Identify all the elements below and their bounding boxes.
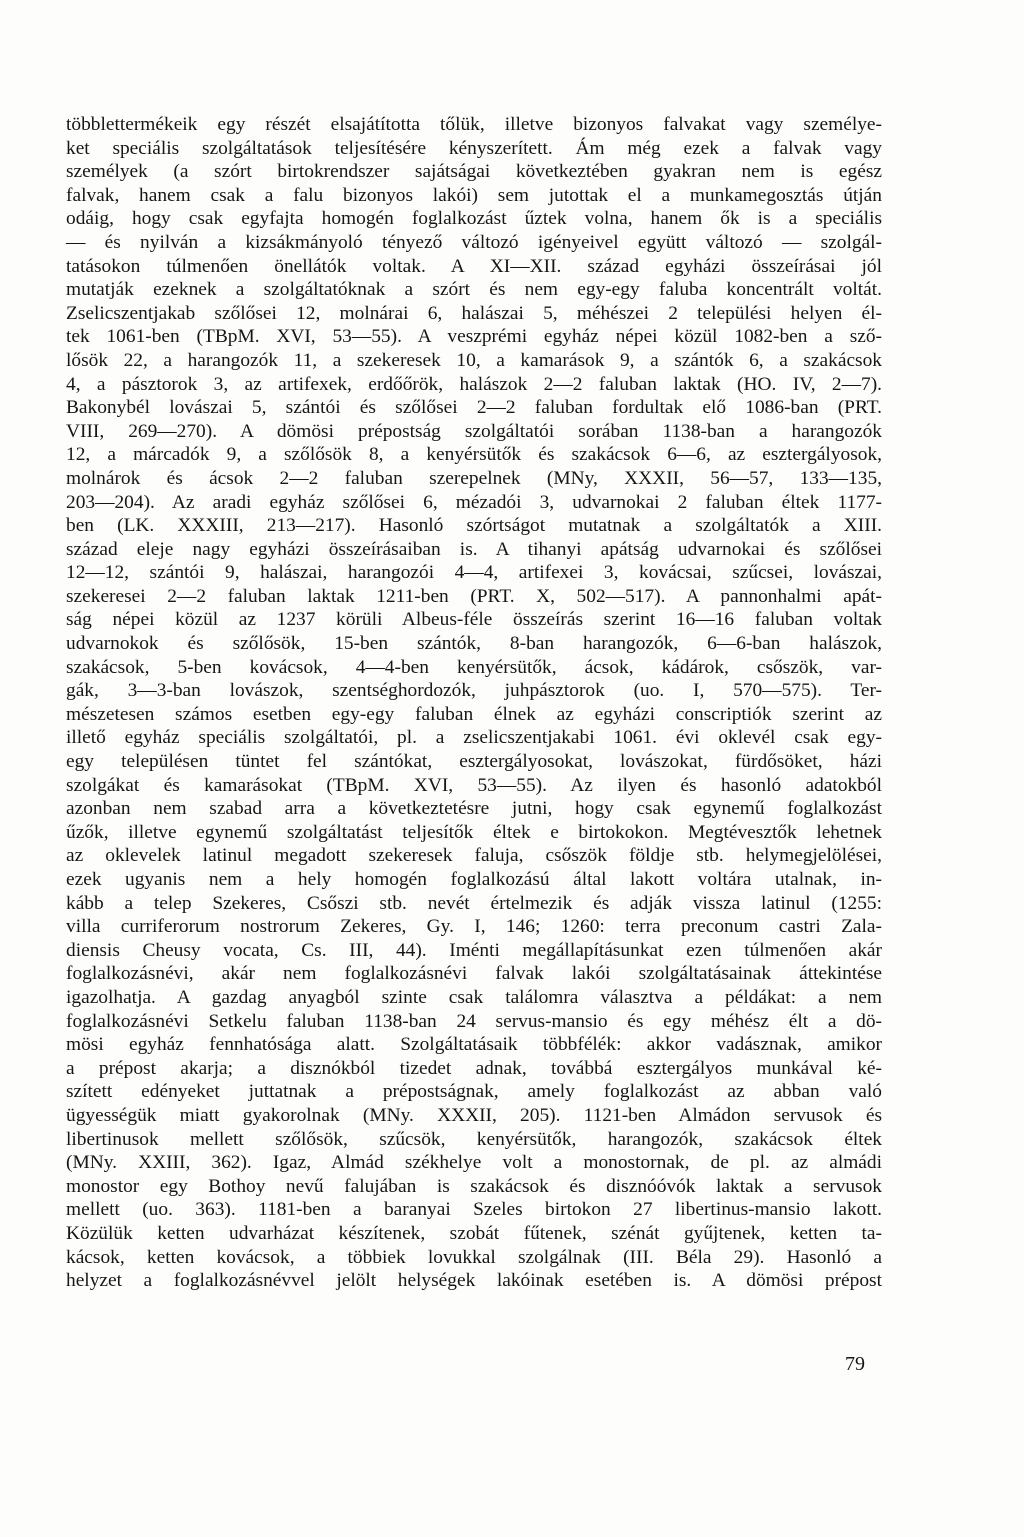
text-line: ság népei közül az 1237 körüli Albeus-féle összeírás szerint 16—16 faluban voltak xyxy=(66,609,882,631)
text-line: egy településen tüntet fel szántókat, esztergályosokat, lovászokat, fürdősöket, házi xyxy=(66,751,882,773)
text-line: mellett (uo. 363). 1181-ben a baranyai Szeles birtokon 27 libertinus-mansio lakott. xyxy=(66,1199,882,1221)
text-line: ket speciális szolgáltatások teljesítésére kényszerített. Ám még ezek a falvak vagy xyxy=(66,137,882,159)
page-number: 79 xyxy=(845,1353,865,1375)
text-line: kácsok, ketten kovácsok, a többiek lovukkal szolgálnak (III. Béla 29). Hasonló a xyxy=(66,1246,882,1268)
text-line: szekeresei 2—2 faluban laktak 1211-ben (PRT. X, 502—517). A pannonhalmi apát- xyxy=(66,585,882,607)
text-line: igazolhatja. A gazdag anyagból szinte csak találomra választva a példákat: a nem xyxy=(66,986,882,1008)
text-line: a prépost akarja; a disznókból tizedet adnak, továbbá esztergályos munkával ké- xyxy=(66,1057,882,1079)
text-line: szített edényeket juttatnak a prépostságnak, amely foglalkozást az abban való xyxy=(66,1081,882,1103)
text-line: szakácsok, 5-ben kovácsok, 4—4-ben kenyérsütők, ácsok, kádárok, csőszök, var- xyxy=(66,656,882,678)
text-line: Bakonybél lovászai 5, szántói és szőlősei 2—2 faluban fordultak elő 1086-ban (PRT. xyxy=(66,397,882,419)
text-line: foglalkozásnévi Setkelu faluban 1138-ban 24 servus-mansio és egy méhész élt a dö- xyxy=(66,1010,882,1032)
text-line: 12—12, szántói 9, halászai, harangozói 4—4, artifexei 3, kovácsai, szűcsei, lovászai, xyxy=(66,562,882,584)
text-line: többlettermékeik egy részét elsajátította tőlük, illetve bizonyos falvakat vagy személye- xyxy=(66,114,882,135)
text-line: VIII, 269—270). A dömösi prépostság szolgáltatói sorában 1138-ban a harangozók xyxy=(66,420,882,442)
text-line: ezek ugyanis nem a hely homogén foglalkozású által lakott voltára utalnak, in- xyxy=(66,869,882,890)
text-line: monostor egy Bothoy nevű falujában is szakácsok és disznóóvók laktak a servusok xyxy=(66,1175,882,1197)
text-line: 203—204). Az aradi egyház szőlősei 6, mézadói 3, udvarnokai 2 faluban éltek 1177- xyxy=(66,491,882,513)
text-line: diensis Cheusy vocata, Cs. III, 44). Iménti megállapításunkat ezen túlmenően akár xyxy=(66,939,882,961)
text-line: tatásokon túlmenően önellátók voltak. A XI—XII. század egyházi összeírásai jól xyxy=(66,255,882,277)
text-line: villa curriferorum nostrorum Zekeres, Gy. I, 146; 1260: terra preconum castri Zala- xyxy=(66,916,882,938)
text-line: Közülük ketten udvarházat készítenek, szobát fűtenek, szénát gyűjtenek, ketten ta- xyxy=(66,1222,882,1244)
text-line: szolgákat és kamarásokat (TBpM. XVI, 53—55). Az ilyen és hasonló adatokból xyxy=(66,774,882,796)
text-line: foglalkozásnévi, akár nem foglalkozásnévi falvak lakói szolgáltatásainak áttekintése xyxy=(66,963,882,985)
text-line: azonban nem szabad arra a következtetésre jutni, hogy csak egynemű foglalkozást xyxy=(66,798,882,820)
body-text xyxy=(66,113,882,1293)
text-line: udvarnokok és szőlősök, 15-ben szántók, 8-ban harangozók, 6—6-ban halászok, xyxy=(66,633,882,655)
text-line: tek 1061-ben (TBpM. XVI, 53—55). A veszprémi egyház népei közül 1082-ben a sző- xyxy=(66,326,882,348)
text-line: falvak, hanem csak a falu bizonyos lakói) sem jutottak el a munkamegosztás útján xyxy=(66,184,882,206)
text-line: mészetesen számos esetben egy-egy faluban élnek az egyházi conscriptiók szerint az xyxy=(66,703,882,725)
text-line: illető egyház speciális szolgáltatói, pl. a zselicszentjakabi 1061. évi oklevél csak egy- xyxy=(66,727,882,749)
text-line: az oklevelek latinul megadott szekeresek faluja, csőszök földje stb. helymegjelölései, xyxy=(66,845,882,867)
text-line: lősök 22, a harangozók 11, a szekeresek 10, a kamarások 9, a szántók 6, a szakácsok xyxy=(66,349,882,371)
text-line: libertinusok mellett szőlősök, szűcsök, kenyérsütők, harangozók, szakácsok éltek xyxy=(66,1128,882,1150)
text-line: 12, a márcadók 9, a szőlősök 8, a kenyérsütők és szakácsok 6—6, az esztergályosok, xyxy=(66,444,882,466)
text-line: személyek (a szórt birtokrendszer sajátságai következtében gyakran nem is egész xyxy=(66,161,882,183)
text-line: ügyességük miatt gyakorolnak (MNy. XXXII, 205). 1121-ben Almádon servusok és xyxy=(66,1104,882,1126)
text-line: — és nyilván a kizsákmányoló tényező változó igényeivel együtt változó — szolgál- xyxy=(66,231,882,253)
text-line: mösi egyház fennhatósága alatt. Szolgáltatásaik többfélék: akkor vadásznak, amikor xyxy=(66,1034,882,1056)
text-line: gák, 3—3-ban lovászok, szentséghordozók, juhpásztorok (uo. I, 570—575). Ter- xyxy=(66,680,882,702)
text-line: odáig, hogy csak egyfajta homogén foglalkozást űztek volna, hanem ők is a speciális xyxy=(66,208,882,230)
text-line: 4, a pásztorok 3, az artifexek, erdőőrök, halászok 2—2 faluban laktak (HO. IV, 2—7). xyxy=(66,373,882,395)
text-line: helyzet a foglalkozásnévvel jelölt helységek lakóinak esetében is. A dömösi prépost xyxy=(66,1270,882,1292)
text-line: űzők, illetve egynemű szolgáltatást teljesítők éltek e birtokokon. Megtévesztők lehetnek xyxy=(66,821,882,843)
text-line: század eleje nagy egyházi összeírásaiban is. A tihanyi apátság udvarnokai és szőlősei xyxy=(66,538,882,560)
text-line: mutatják ezeknek a szolgáltatóknak a szórt és nem egy-egy faluba koncentrált voltát. xyxy=(66,279,882,301)
text-line: ben (LK. XXXIII, 213—217). Hasonló szórtságot mutatnak a szolgáltatók a XIII. xyxy=(66,515,882,537)
text-line: (MNy. XXIII, 362). Igaz, Almád székhelye volt a monostornak, de pl. az almádi xyxy=(66,1152,882,1174)
text-line: molnárok és ácsok 2—2 faluban szerepelnek (MNy, XXXII, 56—57, 133—135, xyxy=(66,467,882,489)
text-line: Zselicszentjakab szőlősei 12, molnárai 6, halászai 5, méhészei 2 települési helyen él- xyxy=(66,302,882,324)
text-line: kább a telep Szekeres, Csőszi stb. nevét értelmezik és adják vissza latinul (1255: xyxy=(66,892,882,914)
